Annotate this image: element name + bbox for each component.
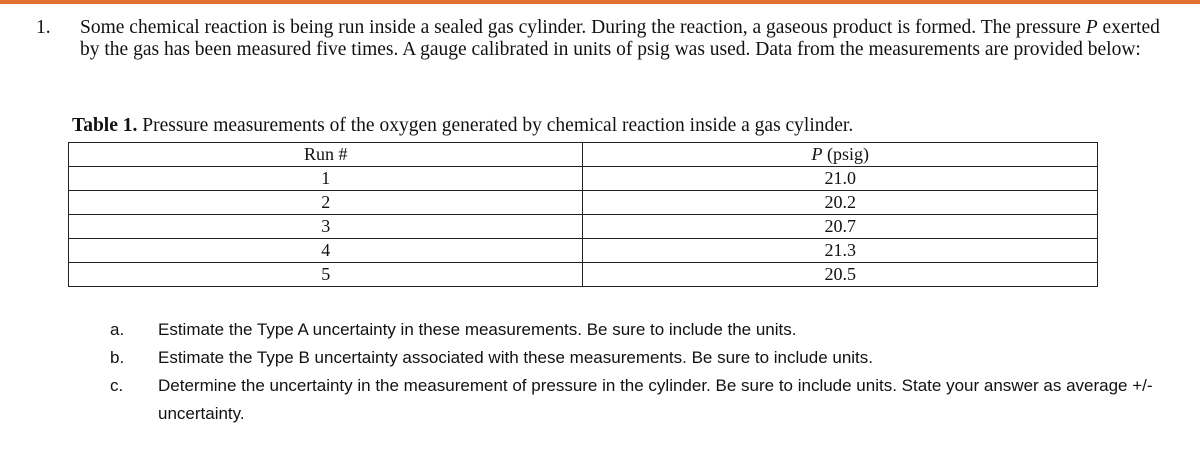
question-item-b [110,344,1180,372]
question-list [110,316,1180,428]
cell-run: 5 [69,263,583,287]
cell-pressure: 20.7 [583,215,1098,239]
cell-pressure: 21.0 [583,167,1098,191]
table-caption-label: Table 1. [72,115,138,136]
question-letter: c. [110,376,124,395]
question-letter: b. [110,348,125,367]
table-row [69,239,1098,263]
question-item-a [110,316,1180,344]
header-run: Run # [69,143,583,167]
question-text: Estimate the Type A uncertainty in these measurements. Be sure to include the units. [158,320,797,339]
table-row [69,167,1098,191]
table-row [69,215,1098,239]
cell-run: 2 [69,191,583,215]
cell-pressure: 20.2 [583,191,1098,215]
cell-run: 3 [69,215,583,239]
question-text: Determine the uncertainty in the measurement of pressure in the cylinder. Be sure to include units. State your answer as average +/- uncertainty. [158,376,1153,423]
header-pressure-unit: (psig) [822,144,869,164]
cell-pressure: 21.3 [583,239,1098,263]
cell-run: 1 [69,167,583,191]
pressure-variable: P [1085,17,1098,38]
table-row [69,191,1098,215]
cell-run: 4 [69,239,583,263]
question-item-c [110,372,1180,428]
problem-statement [36,17,1176,61]
pressure-table [68,142,1098,287]
table-caption-text: Pressure measurements of the oxygen generated by chemical reaction inside a gas cylinder. [137,115,854,136]
top-accent-rule [0,0,1200,4]
problem-number: 1. [36,17,51,38]
cell-pressure: 20.5 [583,263,1098,287]
question-text: Estimate the Type B uncertainty associated with these measurements. Be sure to include units. [158,348,874,367]
problem-text-end: exerted by the gas has been measured five times. A gauge calibrated in units of psig was used. Data from the measurements are provided below: [80,17,1160,60]
table-caption [72,115,853,137]
question-letter: a. [110,320,125,339]
table-header-row [69,143,1098,167]
problem-text-start: Some chemical reaction is being run inside a sealed gas cylinder. During the reaction, a gaseous product is formed. The pressure [80,17,1086,38]
header-pressure [583,143,1098,167]
header-pressure-var: P [811,144,823,164]
problem-text [80,17,1160,61]
table-row [69,263,1098,287]
